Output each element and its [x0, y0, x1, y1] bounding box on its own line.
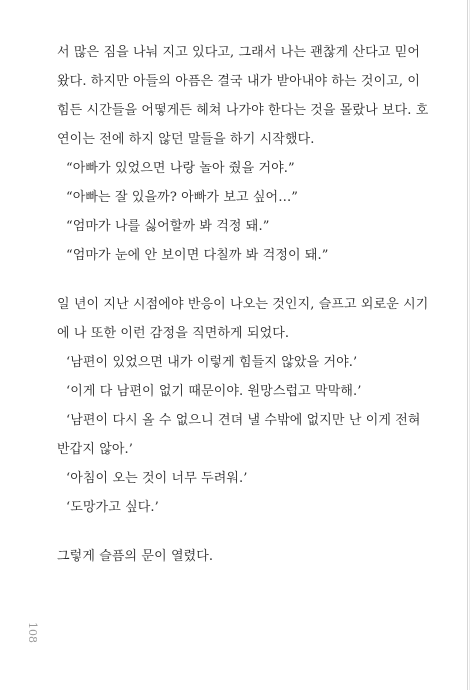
paragraph-line: 왔다. 하지만 아들의 아픔은 결국 내가 받아내야 하는 것이고, 이: [57, 74, 421, 89]
page-number: 108: [26, 622, 39, 643]
quote-line: ‘도망가고 싶다.’: [66, 500, 159, 515]
quote-line: ‘남편이 다시 올 수 없으니 견뎌 낼 수밖에 없지만 난 이게 전혀: [66, 413, 421, 428]
quote-line: “엄마가 눈에 안 보이면 다칠까 봐 걱정이 돼.”: [66, 248, 329, 263]
paragraph-line: 연이는 전에 하지 않던 말들을 하기 시작했다.: [57, 132, 315, 147]
quote-line: 반갑지 않아.’: [57, 442, 133, 457]
paragraph-line: 서 많은 짐을 나눠 지고 있다고, 그래서 나는 괜찮게 산다고 믿어: [57, 45, 421, 60]
quote-line: ‘남편이 있었으면 내가 이렇게 힘들지 않았을 거야.’: [66, 355, 358, 370]
quote-line: ‘아침이 오는 것이 너무 두려워.’: [66, 471, 248, 486]
paragraph-line: 일 년이 지난 시점에야 반응이 나오는 것인지, 슬프고 외로운 시기: [57, 297, 429, 312]
paragraph-line: 힘든 시간들을 어떻게든 헤쳐 나가야 한다는 것을 몰랐나 보다. 호: [57, 103, 429, 118]
paragraph-line: 에 나 또한 이런 감정을 직면하게 되었다.: [57, 326, 290, 341]
closing-line: 그렇게 슬픔의 문이 열렸다.: [57, 549, 214, 564]
quote-line: ‘이게 다 남편이 없기 때문이야. 원망스럽고 막막해.’: [66, 384, 362, 399]
page-edge-line: [467, 0, 468, 690]
quote-line: “아빠가 있었으면 나랑 놀아 줬을 거야.”: [66, 161, 295, 176]
quote-line: “아빠는 잘 있을까? 아빠가 보고 싶어…”: [66, 190, 299, 205]
quote-line: “엄마가 나를 싫어할까 봐 걱정 돼.”: [66, 219, 270, 234]
